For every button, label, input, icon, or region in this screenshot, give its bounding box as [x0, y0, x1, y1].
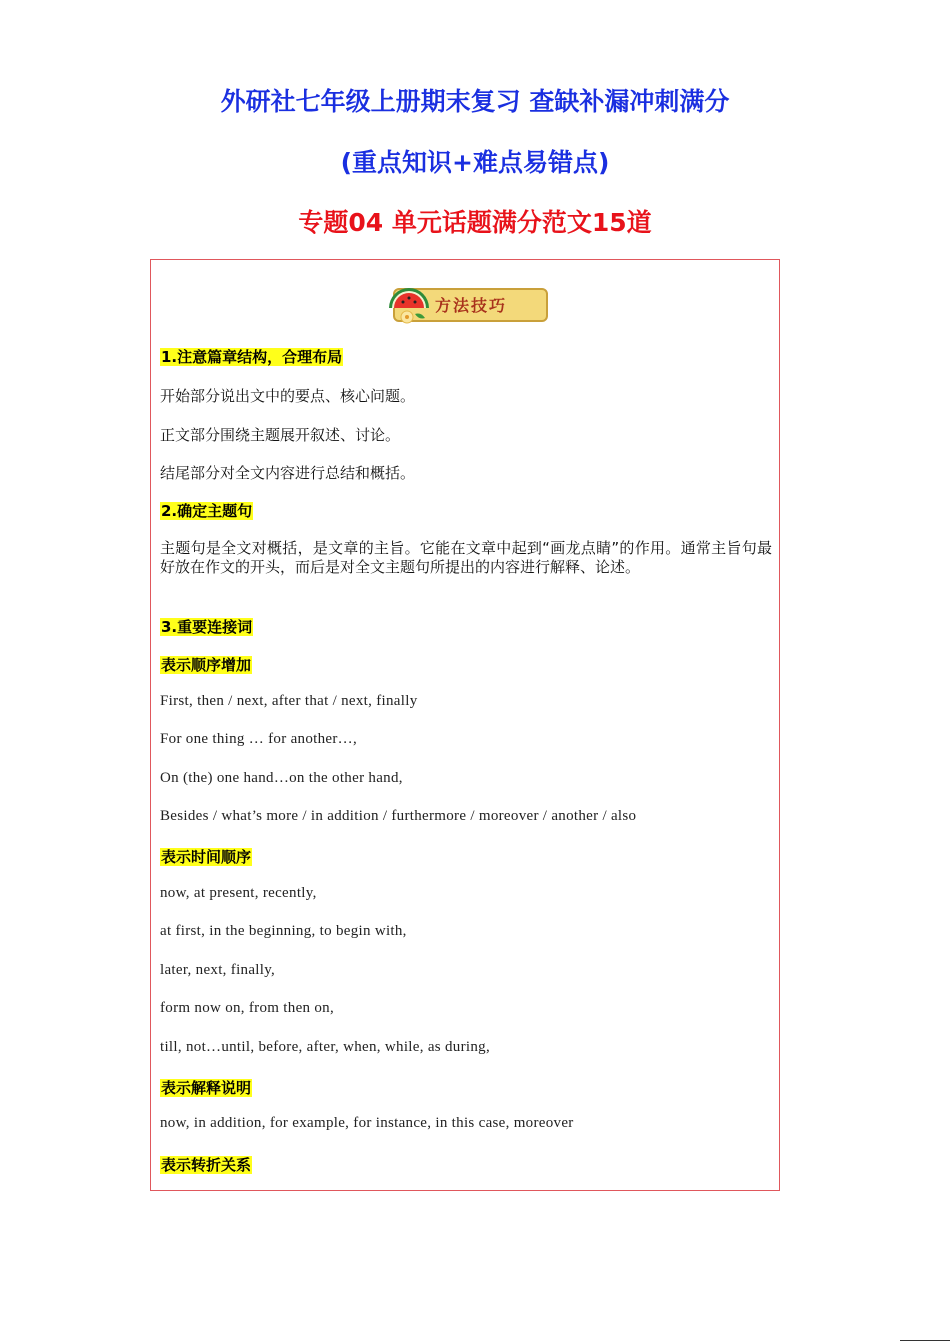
watermelon-icon: [385, 278, 433, 328]
sequence-line-4: Besides / what’s more / in addition / furthermore / moreover / another / also: [160, 808, 637, 824]
time-line-1: now, at present, recently,: [160, 885, 317, 901]
sequence-line-2: For one thing … for another…,: [160, 731, 357, 747]
sequence-line-1: First, then / next, after that / next, finally: [160, 693, 418, 709]
sub-heading-sequence-text: 表示顺序增加: [161, 656, 252, 674]
time-line-4: form now on, from then on,: [160, 1000, 335, 1016]
section-1-line-2: 正文部分围绕主题展开叙述、讨论。: [160, 426, 401, 444]
time-line-2: at first, in the beginning, to begin with,: [160, 923, 407, 939]
sub-heading-explain-text: 表示解释说明: [161, 1079, 252, 1097]
sub-heading-contrast: [160, 1154, 252, 1175]
document-subtitle: (重点知识+难点易错点): [340, 148, 610, 177]
sequence-line-3: On (the) one hand…on the other hand,: [160, 770, 403, 786]
sub-heading-contrast-text: 表示转折关系: [161, 1156, 252, 1174]
topic-title: 专题04 单元话题满分范文15道: [298, 208, 652, 237]
sub-heading-time: [160, 846, 252, 867]
sub-heading-sequence: [160, 654, 252, 675]
section-2-heading-text: 2.确定主题句: [161, 502, 253, 520]
section-1-line-3: 结尾部分对全文内容进行总结和概括。: [160, 464, 416, 482]
method-badge: [385, 284, 550, 326]
section-3-heading-text: 3.重要连接词: [161, 618, 253, 636]
explain-line-1: now, in addition, for example, for instance, in this case, moreover: [160, 1115, 574, 1131]
time-line-5: till, not…until, before, after, when, while, as during,: [160, 1039, 490, 1055]
section-3-heading: [160, 616, 253, 637]
section-1-heading-text: 1.注意篇章结构，合理布局: [161, 348, 343, 366]
time-line-3: later, next, finally,: [160, 962, 276, 978]
section-2-heading: [160, 500, 253, 521]
section-1-heading: [160, 346, 343, 367]
sub-heading-time-text: 表示时间顺序: [161, 848, 252, 866]
page-corner-mark: [900, 1340, 950, 1341]
document-title: 外研社七年级上册期末复习 查缺补漏冲刺满分: [220, 87, 730, 116]
section-2-paragraph: 主题句是全文对概括，是文章的主旨。它能在文章中起到“画龙点睛”的作用。通常主旨句最好放在作文的开头，而后是对全文主题句所提出的内容进行解释、论述。: [160, 539, 772, 576]
badge-label: 方法技巧: [435, 296, 508, 315]
section-1-line-1: 开始部分说出文中的要点、核心问题。: [160, 387, 416, 405]
sub-heading-explain: [160, 1077, 252, 1098]
